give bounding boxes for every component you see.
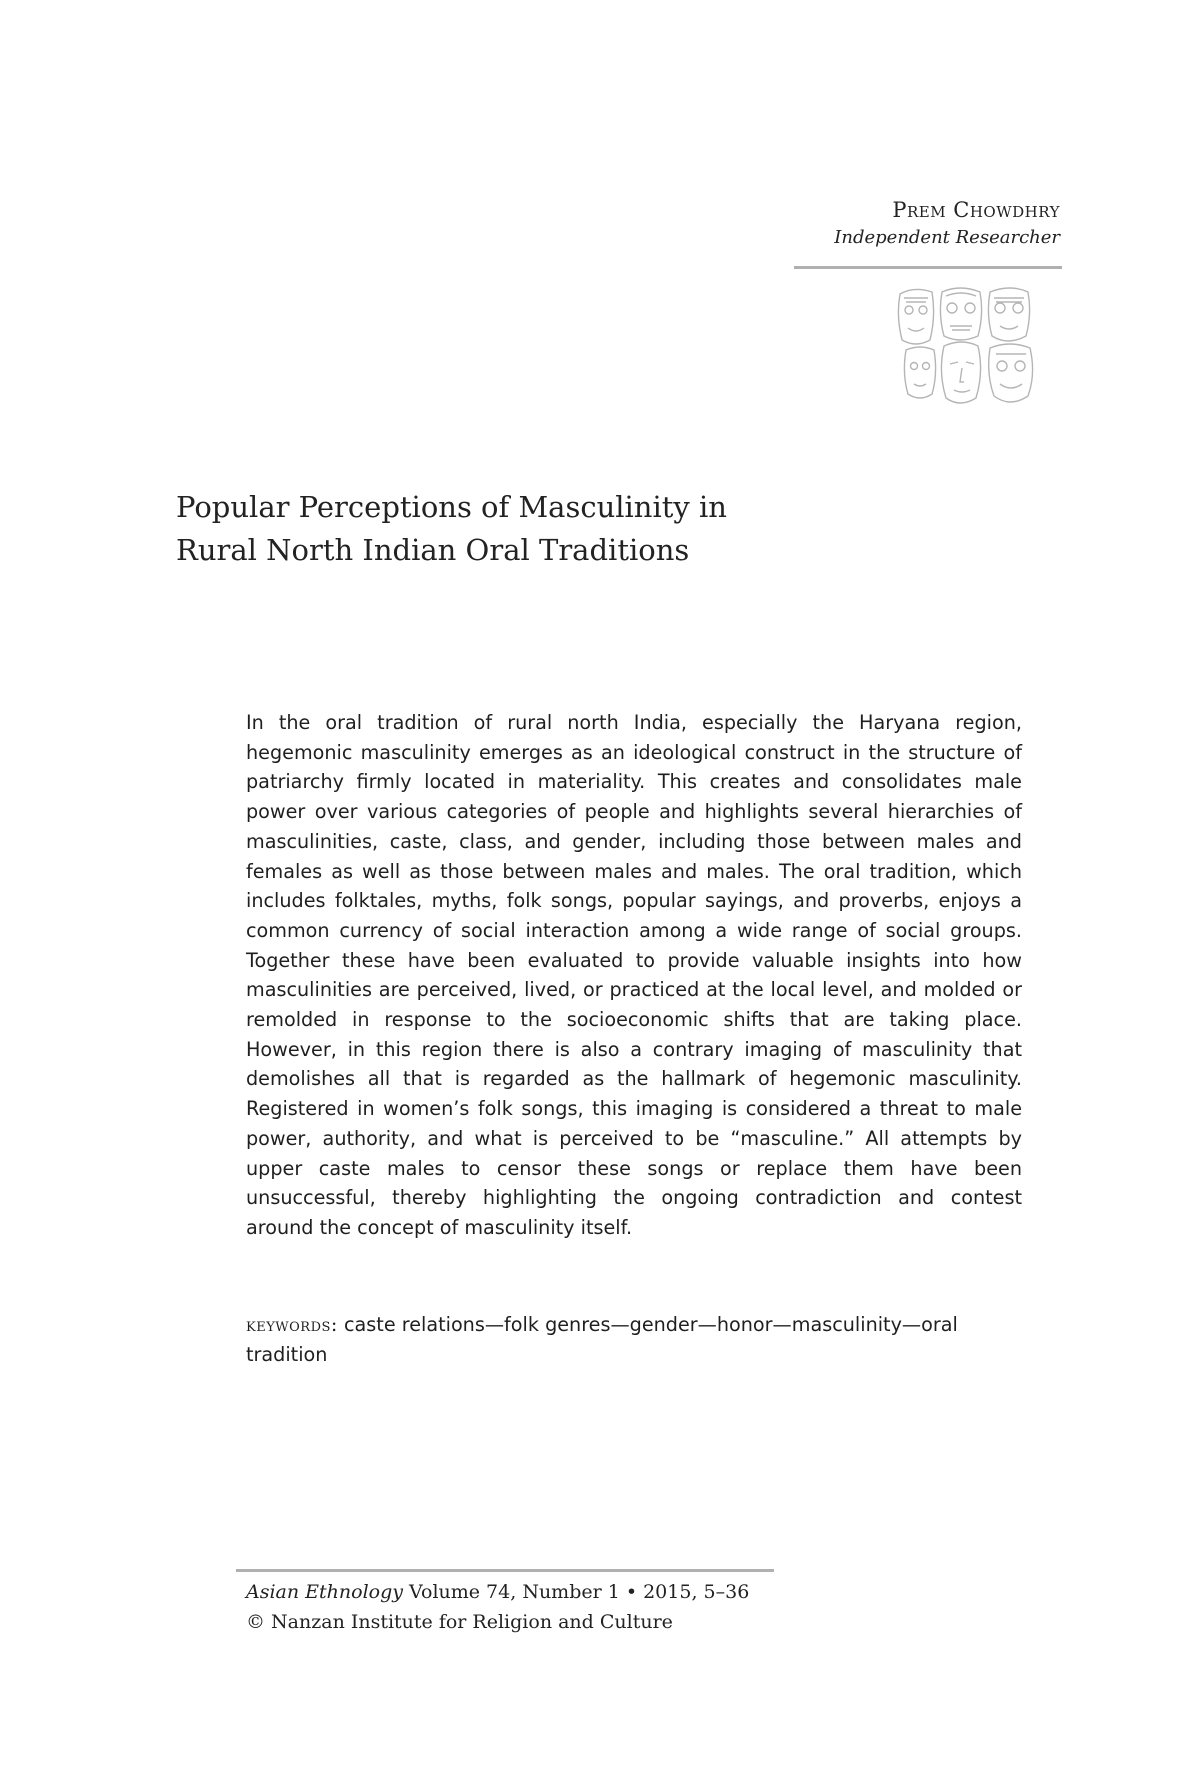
journal-name: Asian Ethnology bbox=[246, 1581, 403, 1603]
abstract: In the oral tradition of rural north India, especially the Haryana region, hegemonic masculinity emerges as an ideological construct in the structure of patriarchy firmly located in materiality. This creates and consolidates male power over various categories of people and highlights several hierarchies of masculinities, caste, class, and gender, including those between males and females as well as those between males and males. The oral tradition, which includes folktales, myths, folk songs, popular sayings, and proverbs, enjoys a common currency of social interaction among a wide range of social groups. Together these have been evaluated to provide valuable insights into how masculinities are perceived, lived, or practiced at the local level, and molded or remolded in response to the socioeconomic shifts that are taking place. However, in this region there is also a contrary imaging of masculinity that demolishes all that is regarded as the hallmark of hegemonic masculinity. Registered in women’s folk songs, this imaging is considered a threat to male power, authority, and what is perceived to be “masculine.” All attempts by upper caste males to censor these songs or replace them have been unsuccessful, thereby highlighting the ongoing contradiction and contest around the concept of masculinity itself. bbox=[246, 711, 1022, 1239]
journal-citation: Volume 74, Number 1 • 2015, 5–36 bbox=[409, 1581, 750, 1603]
keywords-list: caste relations—folk genres—gender—honor—masculinity—oral tradition bbox=[246, 1313, 958, 1366]
author-block bbox=[780, 196, 1060, 252]
article-title-line-2: Rural North Indian Oral Traditions bbox=[176, 533, 690, 567]
author-affiliation: Independent Researcher bbox=[834, 227, 1060, 248]
article-title-line-1: Popular Perceptions of Masculinity in bbox=[176, 490, 727, 524]
keywords bbox=[246, 1310, 1006, 1370]
citation-line bbox=[246, 1577, 846, 1607]
author-divider bbox=[794, 266, 1062, 269]
copyright-line: © Nanzan Institute for Religion and Culture bbox=[246, 1611, 673, 1633]
author-name: Prem Chowdhry bbox=[892, 198, 1060, 222]
footer-divider bbox=[236, 1569, 774, 1572]
article-title bbox=[176, 486, 876, 572]
masks-logo-icon bbox=[892, 286, 1052, 416]
keywords-label: keywords: bbox=[246, 1313, 338, 1336]
citation-footer bbox=[246, 1577, 846, 1637]
